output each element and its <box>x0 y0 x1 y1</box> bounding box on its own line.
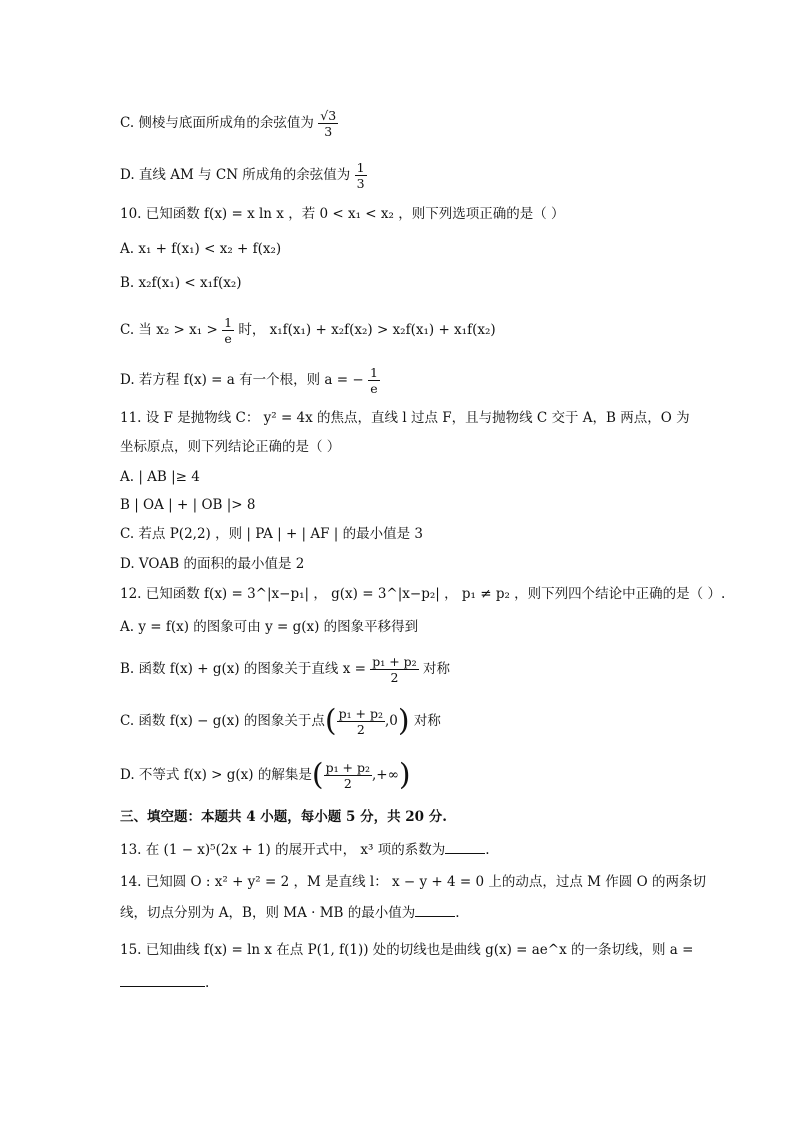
q9-option-c: C. 侧棱与底面所成角的余弦值为 $\frac{√3}{3}$ <box>120 108 337 139</box>
answer-blank[interactable] <box>415 903 455 917</box>
q13: 13. 在 (1 − x)⁵(2x + 1) 的展开式中， x³ 项的系数为 . <box>120 842 490 858</box>
answer-blank[interactable] <box>445 840 485 854</box>
q12-stem: 12. 已知函数 f(x) = 3^|x−p₁| ， g(x) = 3^|x−p₂| ， p₁ ≠ p₂ ，则下列四个结论中正确的是（ ）. <box>120 586 726 602</box>
q10-option-b: B. x₂f(x₁) < x₁f(x₂) <box>120 275 242 291</box>
q11-stem-line1: 11. 设 F 是抛物线 C： y² = 4x 的焦点，直线 l 过点 F，且与抛物线 C 交于 A，B 两点，O 为 <box>120 410 690 426</box>
q9-option-d: D. 直线 AM 与 CN 所成角的余弦值为 $\frac{1}{3}$ <box>120 160 365 191</box>
q14-line1: 14. 已知圆 O : x² + y² = 2 ，M 是直线 l： x − y + 4 = 0 上的动点，过点 M 作圆 O 的两条切 <box>120 874 706 890</box>
fraction: $\frac{√3}{3}$ <box>320 108 337 139</box>
q15-line1: 15. 已知曲线 f(x) = ln x 在点 P(1, f(1)) 处的切线也是曲线 g(x) = ae^x 的一条切线，则 a = <box>120 942 694 958</box>
right-paren: ) <box>397 703 410 739</box>
q12-option-b: B. 函数 f(x) + g(x) 的图象关于直线 x = $\frac{\text{p₁ + p₂}}{2}$ 对称 <box>120 654 450 685</box>
q14-line2: 线，切点分别为 A，B，则 MA · MB 的最小值为 . <box>120 905 460 921</box>
answer-blank[interactable] <box>120 973 205 987</box>
q12-option-c: C. 函数 f(x) − g(x) 的图象关于点( $\frac{\text{p₁ + p₂}}{2}$ ,0) 对称 <box>120 703 441 739</box>
left-paren: ( <box>311 757 324 793</box>
q10-option-c: C. 当 x₂ > x₁ > $\frac{1}{e}$ 时， x₁f(x₁) + x₂f(x₂) > x₂f(x₁) + x₁f(x₂) <box>120 315 496 346</box>
fraction: $\frac{1}{e}$ <box>369 365 378 396</box>
q12-option-d: D. 不等式 f(x) > g(x) 的解集是( $\frac{\text{p₁ + p₂}}{2}$ ,+∞) <box>120 757 411 793</box>
section-heading-fill-in: 三、填空题：本题共 4 小题，每小题 5 分，共 20 分. <box>120 809 447 825</box>
left-paren: ( <box>324 703 337 739</box>
fraction: $\frac{\text{p₁ + p₂}}{2}$ <box>372 654 417 685</box>
fraction: $\frac{1}{e}$ <box>224 315 233 346</box>
q11-option-d: D. VOAB 的面积的最小值是 2 <box>120 556 305 572</box>
fraction: $\frac{\text{p₁ + p₂}}{2}$ <box>338 706 384 737</box>
q10-option-a: A. x₁ + f(x₁) < x₂ + f(x₂) <box>120 241 282 257</box>
fraction: $\frac{1}{3}$ <box>356 160 365 191</box>
right-paren: ) <box>398 757 411 793</box>
q15-line2: . <box>120 973 724 993</box>
q11-option-a: A. | AB |≥ 4 <box>120 469 200 485</box>
q11-option-b: B | OA | + | OB |> 8 <box>120 497 256 513</box>
q11-stem-line2: 坐标原点，则下列结论正确的是（ ） <box>120 439 341 455</box>
q11-option-c: C. 若点 P(2,2) ，则 | PA | + | AF | 的最小值是 3 <box>120 526 424 542</box>
q10-option-d: D. 若方程 f(x) = a 有一个根，则 a = − $\frac{1}{e}$ <box>120 365 378 396</box>
fraction: $\frac{\text{p₁ + p₂}}{2}$ <box>325 760 371 791</box>
q10-stem: 10. 已知函数 f(x) = x ln x ，若 0 < x₁ < x₂ ，则下列选项正确的是（ ） <box>120 206 565 222</box>
q12-option-a: A. y = f(x) 的图象可由 y = g(x) 的图象平移得到 <box>120 619 419 635</box>
